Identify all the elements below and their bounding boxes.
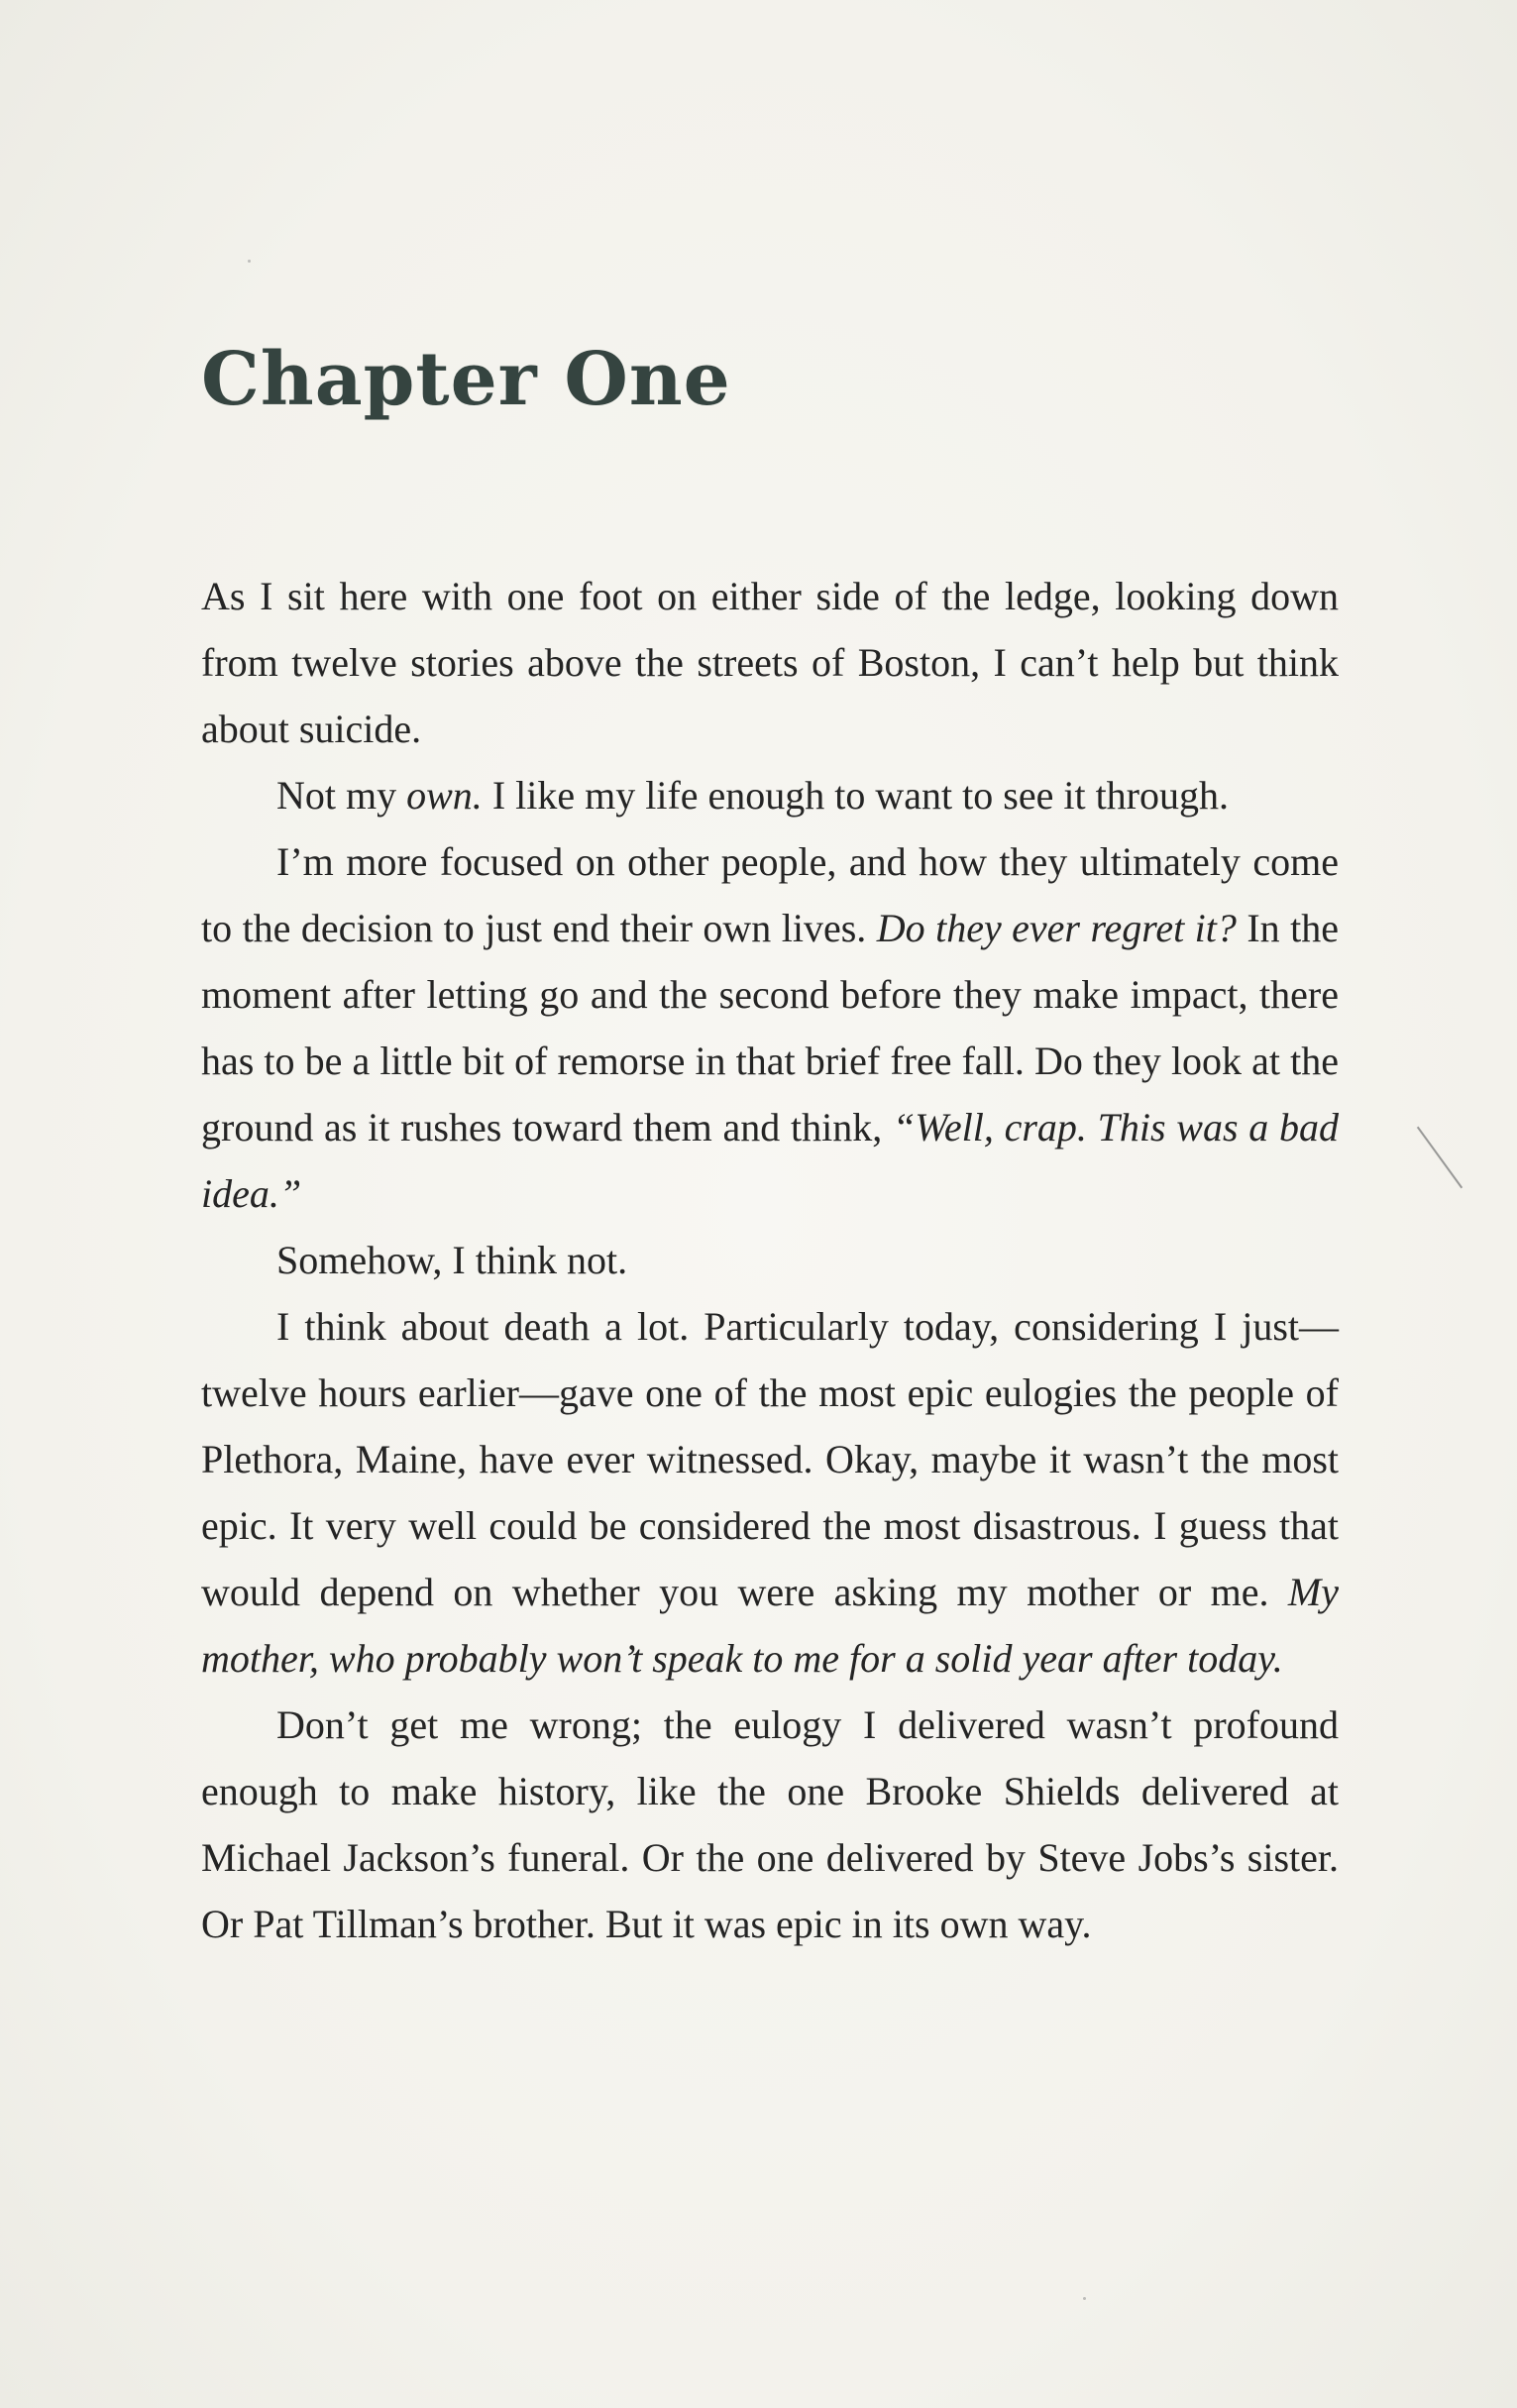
text-run: Somehow, I think not. bbox=[276, 1238, 628, 1282]
text-run: I’m more focused on other people, and how they ultimately come to the decision to just end their own lives. bbox=[201, 839, 1339, 950]
scan-mark bbox=[1417, 1127, 1463, 1189]
paragraph bbox=[201, 1293, 1339, 1692]
chapter-body bbox=[201, 563, 1339, 1957]
paragraph bbox=[201, 828, 1339, 1227]
text-run: As I sit here with one foot on either side of the ledge, looking down from twelve stories above the streets of Boston, I can’t help but think about suicide. bbox=[201, 574, 1339, 751]
scan-speck bbox=[1083, 2297, 1086, 2300]
text-run-italic: own. bbox=[406, 773, 483, 818]
text-run: Not my bbox=[276, 773, 407, 818]
paragraph bbox=[201, 762, 1339, 828]
chapter-title: Chapter One bbox=[201, 337, 731, 422]
text-run: In the moment after letting go and the second before they make impact, there has to be a little bit of remorse in that brief free fall. Do they look at the ground as it rushes toward them and think, bbox=[201, 906, 1339, 1149]
paragraph bbox=[201, 1227, 1339, 1293]
paragraph bbox=[201, 563, 1339, 762]
text-run-italic: “Well, crap. This was a bad idea.” bbox=[201, 1105, 1339, 1216]
text-run: Don’t get me wrong; the eulogy I delivered wasn’t profound enough to make history, like the one Brooke Shields delivered at Michael Jackson’s funeral. Or the one delivered by Steve Jobs’s sister. Or Pat Tillman’s brother. But it was epic in its own way. bbox=[201, 1702, 1339, 1946]
text-run-italic: Do they ever regret it? bbox=[876, 906, 1237, 950]
text-run-italic: My mother, who probably won’t speak to me for a solid year after today. bbox=[201, 1570, 1339, 1681]
text-run: I think about death a lot. Particularly today, considering I just—twelve hours earlier—gave one of the most epic eulogies the people of Plethora, Maine, have ever witnessed. Okay, maybe it wasn’t the most epic. It very well could be considered the most disastrous. I guess that would depend on whether you were asking my mother or me. bbox=[201, 1304, 1339, 1614]
paragraph bbox=[201, 1692, 1339, 1957]
scan-speck bbox=[248, 260, 251, 263]
text-run: I like my life enough to want to see it through. bbox=[482, 773, 1229, 818]
